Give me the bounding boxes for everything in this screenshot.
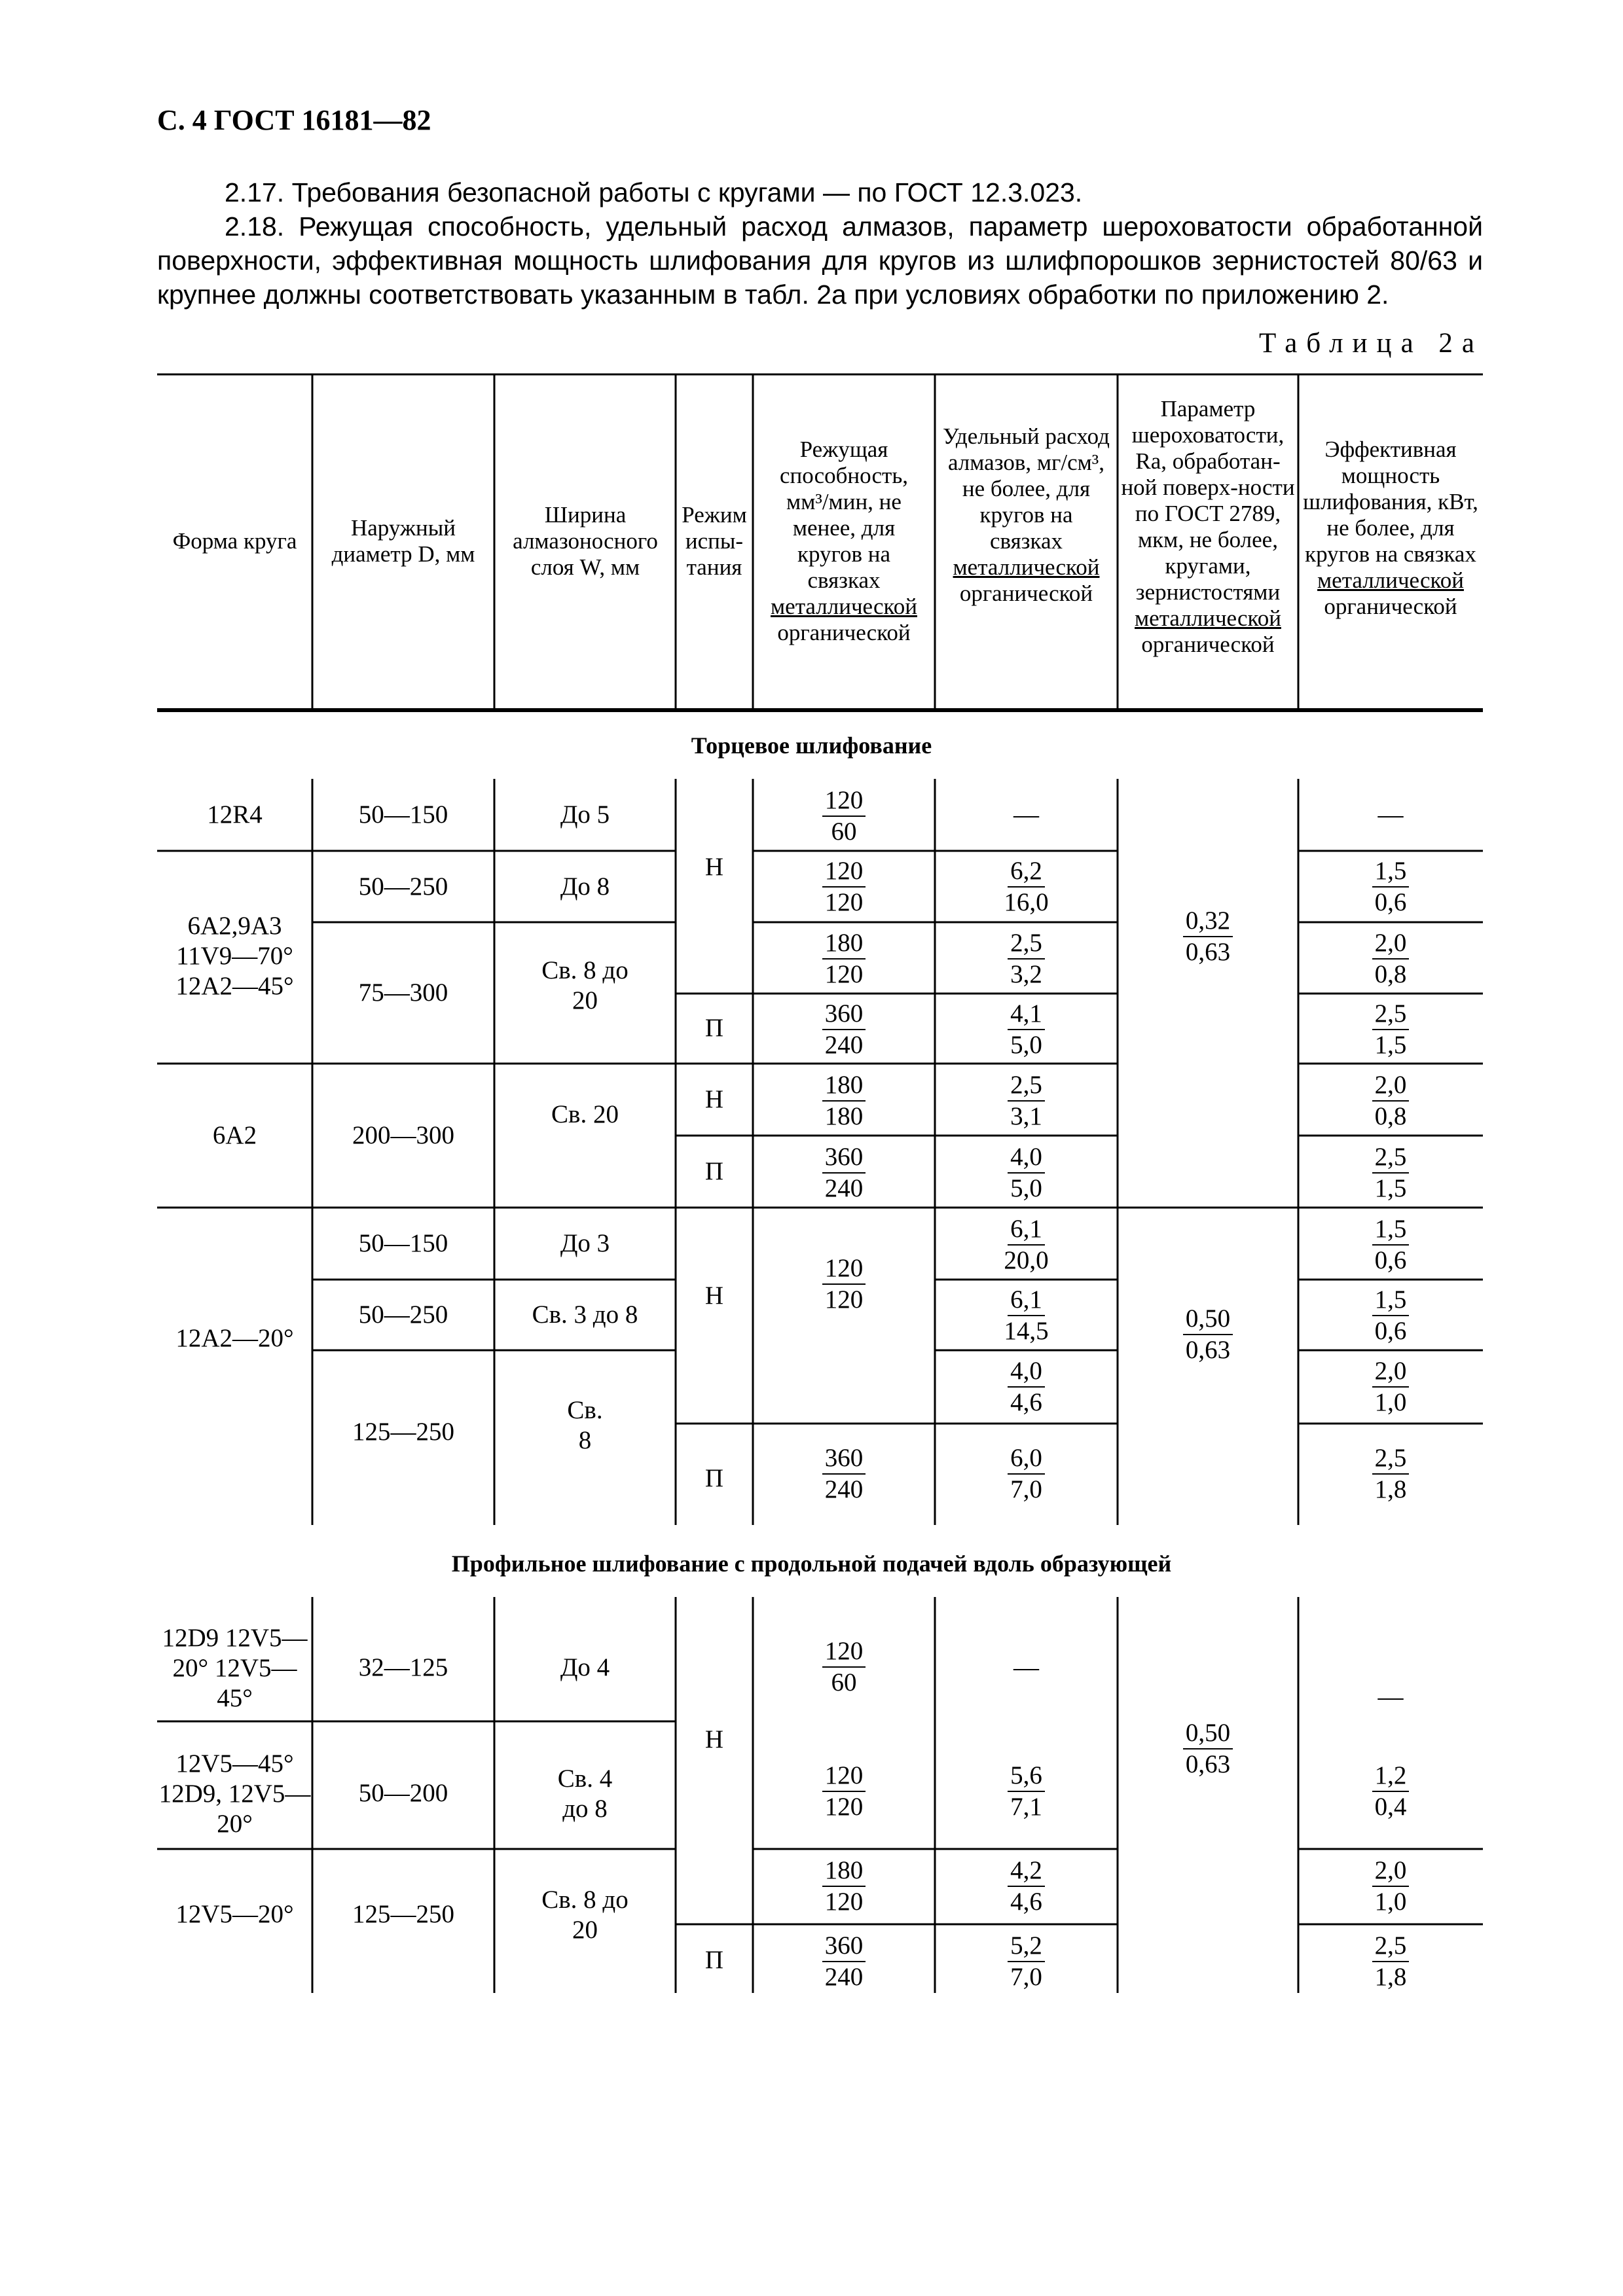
value-organic: 16,0: [1004, 888, 1049, 916]
value-metal: 4,0: [1008, 1142, 1045, 1174]
value-metal: 180: [822, 1070, 866, 1102]
value-metal: 2,0: [1372, 1070, 1410, 1102]
value-organic: 240: [824, 1031, 864, 1059]
value-metal: 360: [822, 1931, 866, 1962]
diamond-consumption: [935, 928, 1118, 990]
value-metal: 5,2: [1008, 1931, 1045, 1962]
paragraph-2-18: 2.18. Режущая способность, удельный расход алмазов, параметр шероховатости обработанной поверхности, эффективная мощность шлифования для кругов из шлифпорошков зернистостей 80/63 и крупнее должны соответствовать указанным в табл. 2а при условиях обработки по приложению 2.: [157, 211, 1483, 310]
value-organic: 0,6: [1374, 1317, 1407, 1345]
grinding-power: [1298, 928, 1483, 990]
header-power-metal: металлической: [1317, 567, 1464, 593]
value-organic: 1,5: [1374, 1031, 1407, 1059]
value-metal: 120: [822, 1761, 866, 1792]
shape-6A2-9A3: 6А2,9А3 11V9—70° 12А2—45°: [175, 912, 294, 1000]
value-metal: 2,5: [1008, 1070, 1045, 1102]
value-organic: 3,1: [1010, 1102, 1042, 1130]
header-power-main: Эффективная мощность шлифования, кВт, не более, для кругов на связках: [1303, 437, 1478, 567]
value-organic: 1,5: [1374, 1174, 1407, 1202]
diameter: 75—300: [358, 978, 448, 1007]
value-organic: 120: [824, 888, 864, 916]
grinding-power: [1298, 1931, 1483, 1992]
diamond-consumption: [935, 1856, 1118, 1917]
value-organic: 240: [824, 1475, 864, 1503]
cutting-ability: [753, 1636, 935, 1698]
value-metal: 4,0: [1008, 1356, 1045, 1388]
value-metal: 6,0: [1008, 1443, 1045, 1475]
value-organic: 3,2: [1010, 960, 1042, 988]
value-organic: 0,63: [1185, 938, 1231, 966]
layer-width: До 3: [560, 1229, 610, 1257]
value-metal: 180: [822, 1856, 866, 1887]
header-consumption-organic: органической: [959, 581, 1093, 606]
value-organic: 120: [824, 1285, 864, 1314]
value-organic: 1,8: [1374, 1963, 1407, 1991]
roughness-ra: [1118, 1304, 1298, 1365]
value-organic: 0,6: [1374, 1246, 1407, 1274]
value-metal: 2,0: [1372, 1856, 1410, 1887]
value-metal: 2,5: [1372, 1443, 1410, 1475]
test-mode: П: [704, 1157, 724, 1185]
value-organic: 120: [824, 1888, 864, 1916]
value-metal: 6,1: [1008, 1214, 1045, 1246]
value-metal: 180: [822, 928, 866, 960]
header-consumption-metal: металлической: [953, 554, 1100, 580]
header-shape: Форма круга: [172, 528, 297, 554]
value-metal: 4,2: [1008, 1856, 1045, 1887]
diamond-consumption: [935, 1931, 1118, 1992]
cutting-ability: [753, 928, 935, 990]
value-metal: 1,5: [1372, 856, 1410, 888]
cutting-ability: [753, 1070, 935, 1132]
diamond-consumption: [935, 856, 1118, 918]
grinding-power: [1298, 1761, 1483, 1822]
grinding-power: [1298, 1214, 1483, 1276]
test-mode: П: [704, 1946, 724, 1974]
value-metal: 5,6: [1008, 1761, 1045, 1792]
grinding-power: [1298, 1285, 1483, 1346]
value-organic: 1,0: [1374, 1888, 1407, 1916]
header-consumption-main: Удельный расход алмазов, мг/см³, не более, для кругов на связках: [943, 423, 1110, 554]
value-organic: 60: [831, 817, 857, 846]
value-organic: 0,6: [1374, 888, 1407, 916]
diamond-consumption: [935, 1214, 1118, 1276]
header-cutting-metal: металлической: [771, 594, 917, 619]
shape-12R4: 12R4: [207, 800, 263, 829]
value-organic: 0,8: [1374, 960, 1407, 988]
roughness-ra: [1118, 906, 1298, 967]
value-organic: 0,4: [1374, 1793, 1407, 1821]
grinding-power: [1298, 1070, 1483, 1132]
value-organic: 4,6: [1010, 1888, 1042, 1916]
cutting-ability: [753, 1443, 935, 1505]
value-metal: 120: [822, 1636, 866, 1668]
value-metal: 120: [822, 856, 866, 888]
value-metal: 2,0: [1372, 1356, 1410, 1388]
value-organic: 240: [824, 1174, 864, 1202]
header-roughness-organic: органической: [1141, 632, 1275, 657]
header-roughness: [1121, 396, 1295, 658]
diameter: 50—250: [358, 872, 448, 901]
value-metal: 1,2: [1372, 1761, 1410, 1792]
value-metal: 2,5: [1008, 928, 1045, 960]
cutting-ability: [753, 785, 935, 847]
header-power-organic: органической: [1324, 594, 1457, 619]
diameter: 200—300: [352, 1121, 454, 1149]
value-metal: 0,32: [1183, 906, 1233, 937]
cutting-ability: [753, 1856, 935, 1917]
value-metal: 6,1: [1008, 1285, 1045, 1316]
value-organic: 14,5: [1004, 1317, 1049, 1345]
test-mode: П: [704, 1464, 724, 1492]
value-metal: 2,5: [1372, 999, 1410, 1030]
cutting-ability: [753, 1761, 935, 1822]
diamond-consumption: [935, 999, 1118, 1060]
test-mode: Н: [704, 1085, 724, 1113]
cutting-ability: [753, 1931, 935, 1992]
section-title-profile-grinding: Профильное шлифование с продольной подачей вдоль образующей: [451, 1551, 1172, 1577]
header-roughness-main: Параметр шероховатости, Ra, обработан-ной поверх-ности по ГОСТ 2789, мкм, не более, кругами, зернистостями: [1121, 396, 1295, 605]
diamond-consumption: [935, 1443, 1118, 1505]
value-metal: 6,2: [1008, 856, 1045, 888]
shape-12V5-20: 12V5—20°: [175, 1900, 294, 1928]
value-metal: 4,1: [1008, 999, 1045, 1030]
value-metal: 360: [822, 999, 866, 1030]
consumption-dash: —: [1013, 800, 1039, 829]
value-metal: 2,5: [1372, 1142, 1410, 1174]
test-mode: Н: [704, 1282, 724, 1310]
layer-width: До 8: [560, 872, 610, 901]
value-organic: 120: [824, 960, 864, 988]
value-organic: 0,63: [1185, 1750, 1231, 1778]
value-organic: 120: [824, 1793, 864, 1821]
table-caption: Таблица 2а: [1259, 328, 1484, 359]
diameter: 50—250: [358, 1300, 448, 1329]
layer-width: Св. 20: [551, 1100, 619, 1128]
value-organic: 0,63: [1185, 1336, 1231, 1364]
layer-width: Св. 8 до 20: [541, 1886, 629, 1944]
diamond-consumption: [935, 1070, 1118, 1132]
power-dash: —: [1377, 800, 1404, 829]
diameter: 50—200: [358, 1779, 448, 1807]
diameter: 125—250: [352, 1418, 454, 1446]
value-organic: 0,8: [1374, 1102, 1407, 1130]
header-roughness-metal: металлической: [1135, 605, 1281, 631]
shape-12A2-20: 12А2—20°: [175, 1324, 294, 1352]
value-organic: 7,0: [1010, 1475, 1042, 1503]
value-organic: 5,0: [1010, 1031, 1042, 1059]
diameter: 125—250: [352, 1900, 454, 1928]
value-metal: 360: [822, 1142, 866, 1174]
value-metal: 1,5: [1372, 1214, 1410, 1246]
value-organic: 4,6: [1010, 1388, 1042, 1416]
diameter: 50—150: [358, 1229, 448, 1257]
grinding-power: [1298, 1142, 1483, 1204]
grinding-power: [1298, 999, 1483, 1060]
value-organic: 7,0: [1010, 1963, 1042, 1991]
grinding-power: [1298, 1443, 1483, 1505]
value-metal: 0,50: [1183, 1718, 1233, 1749]
header-cutting-main: Режущая способность, мм³/мин, не менее, для кругов на связках: [779, 437, 909, 593]
section-title-face-grinding: Торцевое шлифование: [691, 732, 932, 759]
grinding-power: [1298, 1356, 1483, 1418]
value-metal: 0,50: [1183, 1304, 1233, 1335]
header-cutting-ability: [759, 437, 928, 646]
shape-6A2: 6А2: [212, 1121, 257, 1149]
value-metal: 120: [822, 785, 866, 817]
consumption-dash: —: [1013, 1653, 1039, 1681]
layer-width: Св. 8 до 20: [541, 956, 629, 1014]
cutting-ability: [753, 999, 935, 1060]
value-organic: 20,0: [1004, 1246, 1049, 1274]
cutting-ability: [753, 856, 935, 918]
diamond-consumption: [935, 1285, 1118, 1346]
value-organic: 60: [831, 1668, 857, 1696]
diamond-consumption: [935, 1761, 1118, 1822]
value-organic: 180: [824, 1102, 864, 1130]
cutting-ability: [753, 1142, 935, 1204]
layer-width: До 5: [560, 800, 610, 829]
grinding-power: [1298, 856, 1483, 918]
layer-width: Св. 8: [567, 1396, 603, 1454]
test-mode: Н: [704, 853, 724, 881]
header-width: Ширина алмазоносного слоя W, мм: [513, 502, 658, 580]
value-organic: 7,1: [1010, 1793, 1042, 1821]
shape-12V5-group: 12V5—45° 12D9, 12V5—20°: [158, 1749, 311, 1838]
page-header: С. 4 ГОСТ 16181—82: [157, 104, 431, 136]
value-organic: 240: [824, 1963, 864, 1991]
diamond-consumption: [935, 1142, 1118, 1204]
value-organic: 5,0: [1010, 1174, 1042, 1202]
header-cutting-organic: органической: [777, 620, 911, 645]
diameter: 32—125: [358, 1653, 448, 1681]
paragraph-2-17: 2.17. Требования безопасной работы с кругами — по ГОСТ 12.3.023.: [225, 177, 1083, 207]
header-consumption: [941, 423, 1111, 607]
diameter: 50—150: [358, 800, 448, 829]
value-organic: 1,8: [1374, 1475, 1407, 1503]
cutting-ability: [753, 1253, 935, 1315]
shape-12D9-group: 12D9 12V5—20° 12V5—45°: [162, 1624, 308, 1712]
value-metal: 360: [822, 1443, 866, 1475]
grinding-power: [1298, 1856, 1483, 1917]
diamond-consumption: [935, 1356, 1118, 1418]
value-metal: 2,5: [1372, 1931, 1410, 1962]
value-metal: 120: [822, 1253, 866, 1285]
roughness-ra: [1118, 1718, 1298, 1780]
layer-width: Св. 4 до 8: [557, 1765, 613, 1823]
test-mode: П: [704, 1014, 724, 1042]
value-metal: 2,0: [1372, 928, 1410, 960]
layer-width: До 4: [560, 1653, 610, 1681]
value-organic: 1,0: [1374, 1388, 1407, 1416]
layer-width: Св. 3 до 8: [532, 1300, 638, 1329]
header-power: [1303, 437, 1478, 620]
value-metal: 1,5: [1372, 1285, 1410, 1316]
header-mode: Режим испы-тания: [682, 502, 747, 580]
power-dash: —: [1377, 1683, 1404, 1711]
test-mode: Н: [704, 1725, 724, 1753]
header-diameter: Наружный диаметр D, мм: [331, 515, 475, 567]
